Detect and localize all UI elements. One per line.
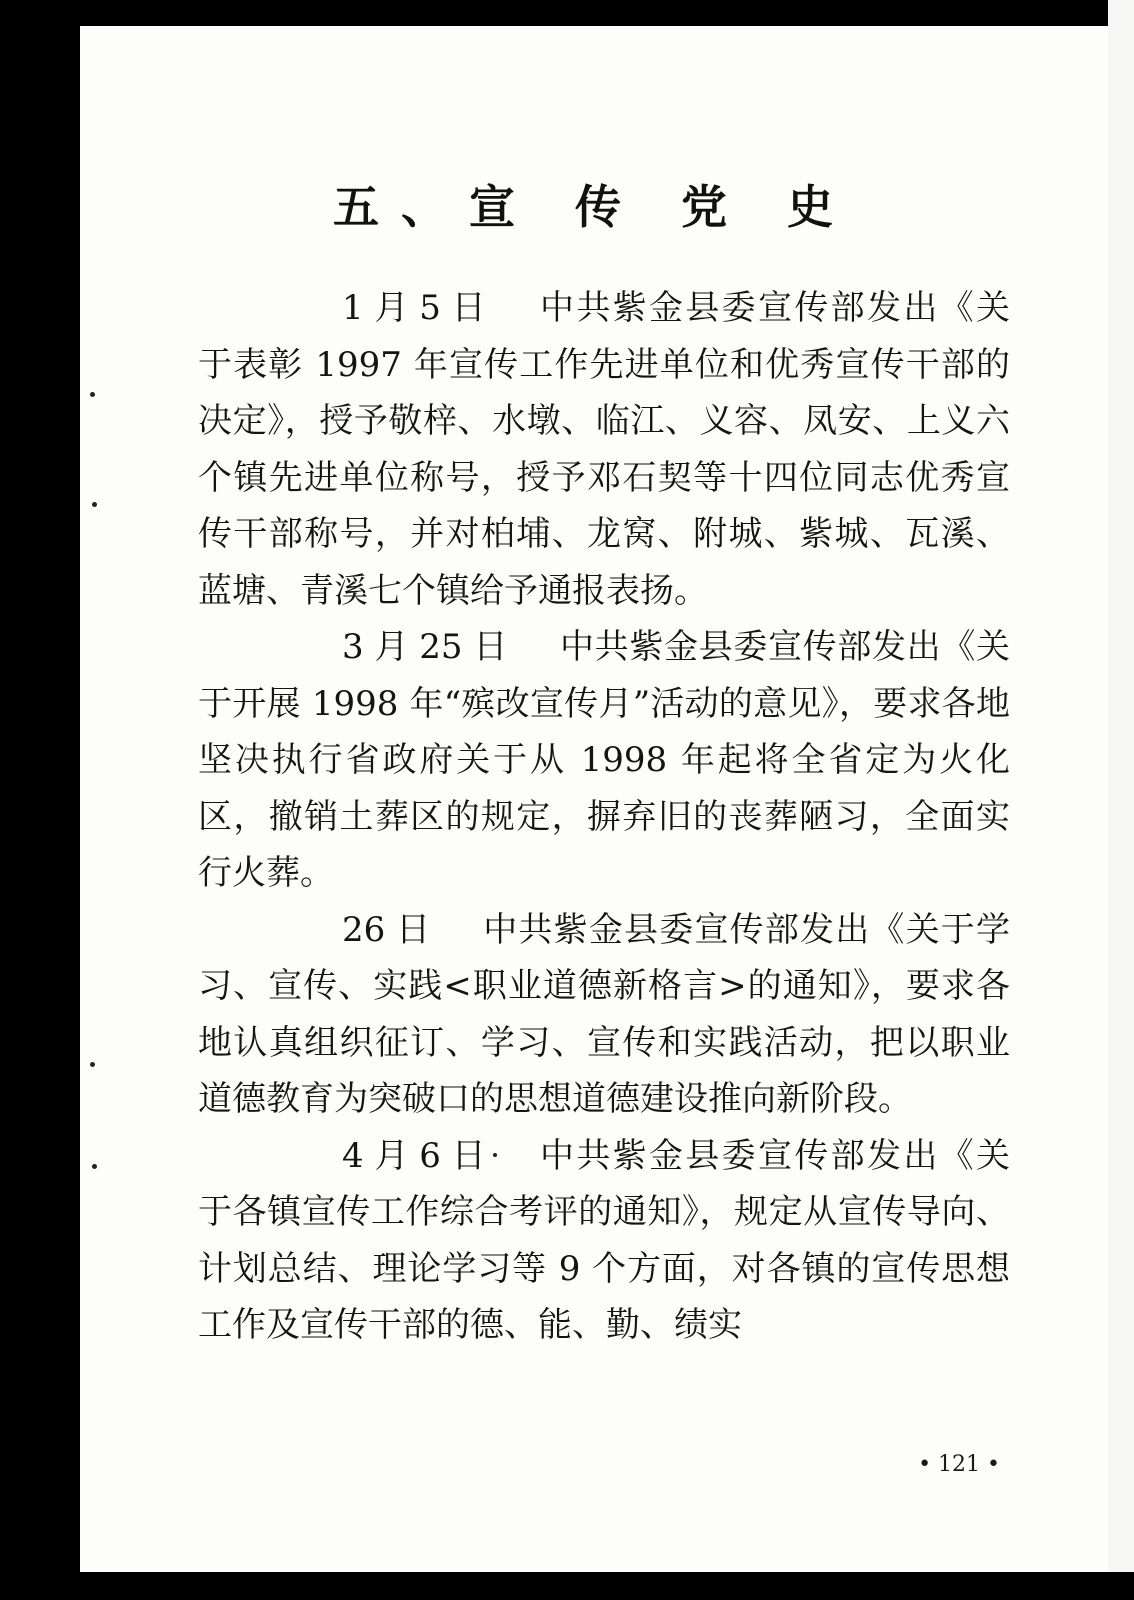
chronicle-entry — [198, 1128, 1010, 1354]
entry-text: 中共紫金县委宣传部发出《关于学习、宣传、实践<职业道德新格言>的通知》，要求各地认真组织征订、学习、宣传和实践活动，把以职业道德教育为突破口的思想道德建设推向新阶段。 — [198, 909, 1010, 1119]
chronicle-entry — [198, 619, 1010, 902]
chronicle-entry — [198, 902, 1010, 1128]
entry-date: 3 月 25 日 — [342, 627, 508, 667]
scanner-bottom-border — [0, 1572, 1134, 1600]
section-title: 五、宣 传 党 史 — [332, 180, 856, 234]
entry-date: 4 月 6 日 — [342, 1135, 486, 1176]
entry-date: 1 月 5 日 — [342, 288, 486, 328]
scanner-edge-strip — [1108, 0, 1134, 1600]
entry-text: 中共紫金县委宣传部发出《关于表彰 1997 年宣传工作先进单位和优秀宣传干部的决定》，授予敬梓、水墩、临江、义容、凤安、上义六个镇先进单位称号，授予邓石契等十四位同志优秀宣传干部称号，并对柏埔、龙窝、附城、紫城、瓦溪、蓝塘、青溪七个镇给予通报表扬。 — [198, 288, 1010, 611]
scan-speck — [90, 392, 95, 397]
scan-speck — [90, 1062, 95, 1067]
chronicle-body — [198, 280, 1010, 1354]
scan-speck — [92, 502, 97, 507]
page-number: • 121 • — [918, 1452, 1000, 1477]
entry-date: 26 日 — [342, 909, 431, 950]
entry-text: 中共紫金县委宣传部发出《关于开展 1998 年“殡改宣传月”活动的意见》，要求各地坚决执行省政府关于从 1998 年起将全省定为火化区，撤销土葬区的规定，摒弃旧的丧葬陋习，全面实行火葬。 — [198, 627, 1010, 893]
scan-speck — [92, 1164, 97, 1169]
chronicle-entry — [198, 280, 1010, 619]
entry-text: 中共紫金县委宣传部发出《关于各镇宣传工作综合考评的通知》，规定从宣传导向、计划总结、理论学习等 9 个方面，对各镇的宣传思想工作及宣传干部的德、能、勤、绩实 — [198, 1135, 1010, 1345]
